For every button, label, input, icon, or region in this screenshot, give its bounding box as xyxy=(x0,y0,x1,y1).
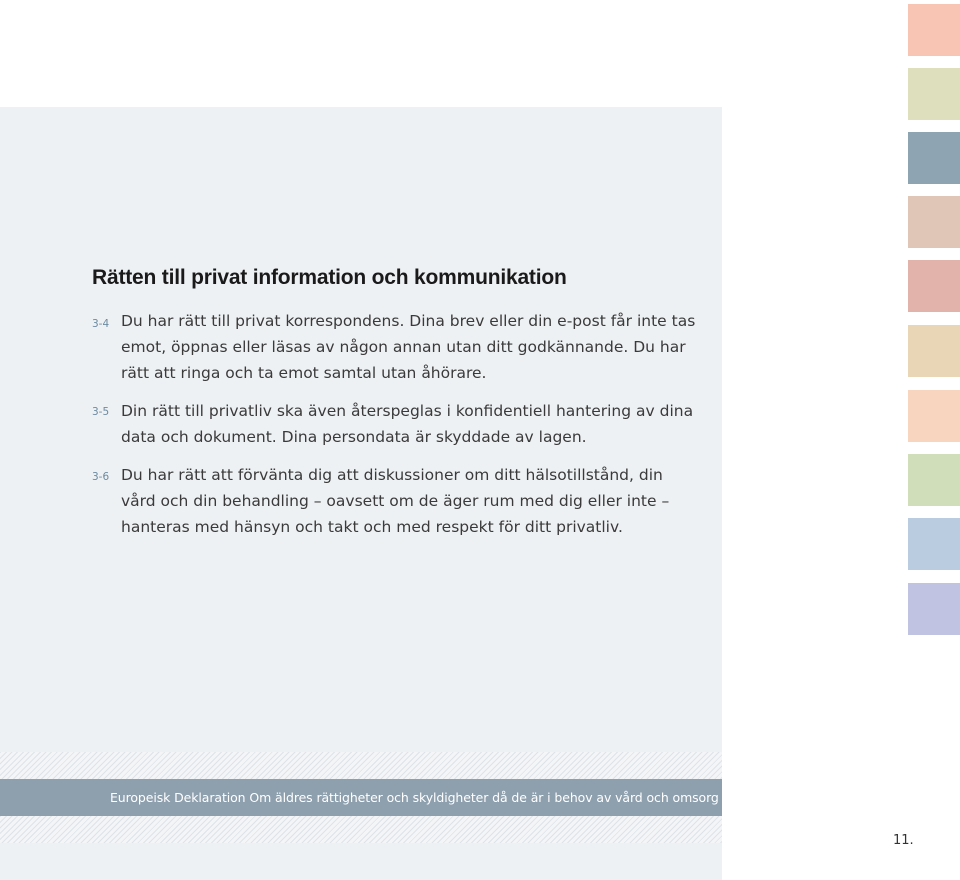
color-swatch xyxy=(908,260,960,312)
color-swatch xyxy=(908,4,960,56)
article-line: rätt att ringa och ta emot samtal utan åhörare. xyxy=(121,364,487,382)
color-swatch xyxy=(908,68,960,120)
article-line: Din rätt till privatliv ska även återspeglas i konfidentiell hantering av dina xyxy=(121,402,694,420)
article-line: hanteras med hänsyn och takt och med respekt för ditt privatliv. xyxy=(121,518,623,536)
page-number: 11. xyxy=(893,833,914,848)
color-swatch xyxy=(908,454,960,506)
color-swatch xyxy=(908,196,960,248)
article-line: Du har rätt att förvänta dig att diskussioner om ditt hälsotillstånd, din xyxy=(121,466,663,484)
article-line: emot, öppnas eller läsas av någon annan utan ditt godkännande. Du har xyxy=(121,338,686,356)
article-text xyxy=(121,308,701,386)
footer-hatch-top xyxy=(0,752,722,779)
color-swatch xyxy=(908,132,960,184)
color-swatch xyxy=(908,325,960,377)
article-number: 3-6 xyxy=(92,471,110,483)
article-text xyxy=(121,398,701,450)
footer-title: Europeisk Deklaration Om äldres rättigheter och skyldigheter då de är i behov av vård och omsorg xyxy=(110,790,719,805)
article-line: vård och din behandling – oavsett om de äger rum med dig eller inte – xyxy=(121,492,670,510)
article-number: 3-4 xyxy=(92,318,110,330)
color-swatch xyxy=(908,583,960,635)
article-text xyxy=(121,462,701,540)
color-swatch xyxy=(908,518,960,570)
article-number: 3-5 xyxy=(92,406,110,418)
article-line: data och dokument. Dina persondata är skyddade av lagen. xyxy=(121,428,587,446)
article-line: Du har rätt till privat korrespondens. Dina brev eller din e-post får inte tas xyxy=(121,312,696,330)
section-heading: Rätten till privat information och kommunikation xyxy=(92,266,567,289)
footer-hatch-bottom xyxy=(0,816,722,843)
color-swatch xyxy=(908,390,960,442)
